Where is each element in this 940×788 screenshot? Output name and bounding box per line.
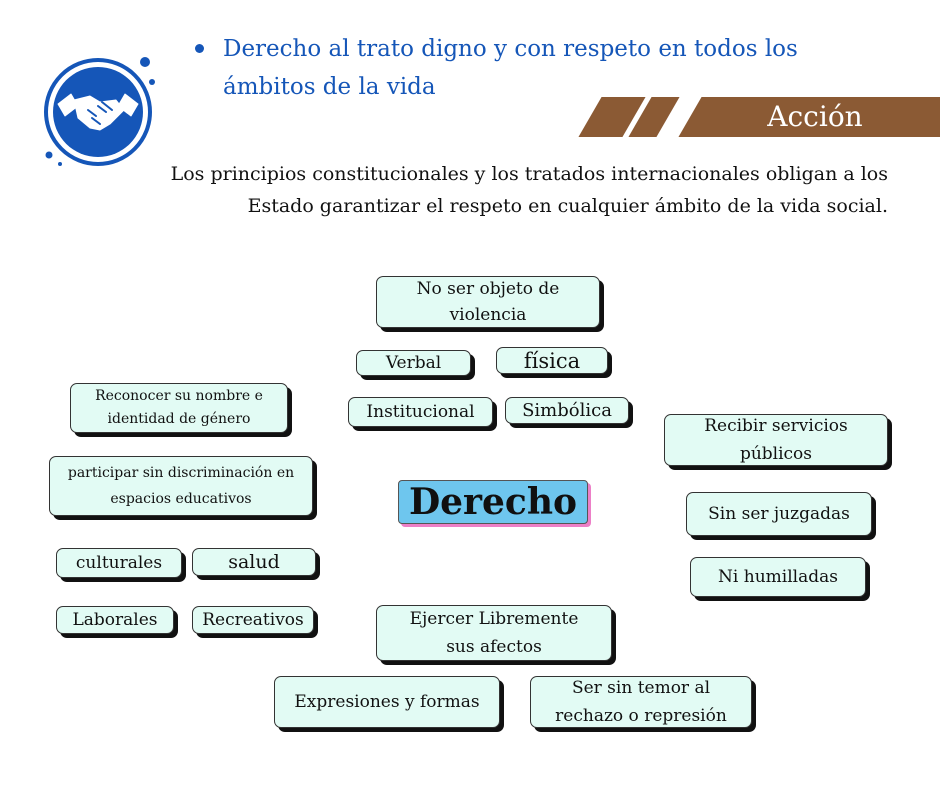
node-violencia: No ser objeto de violencia <box>376 276 600 328</box>
intro-paragraph: Los principios constitucionales y los tratados internacionales obligan a los Estado garantizar el respeto en cualquier ámbito de la vida social. <box>170 163 888 217</box>
node-recreativos: Recreativos <box>192 606 314 634</box>
node-expresiones: Expresiones y formas <box>274 676 500 728</box>
node-educativos: participar sin discriminación en espacios educativos <box>49 456 313 516</box>
node-afectos: Ejercer Libremente sus afectos <box>376 605 612 661</box>
node-verbal: Verbal <box>356 350 471 376</box>
banner-label: Acción <box>767 100 863 133</box>
center-node-derecho: Derecho <box>398 480 588 524</box>
node-salud: salud <box>192 548 316 576</box>
node-simbolica: Simbólica <box>505 397 629 424</box>
handshake-icon <box>38 50 158 170</box>
node-nombre: Reconocer su nombre e identidad de género <box>70 383 288 433</box>
node-humilladas: Ni humilladas <box>690 557 866 597</box>
node-servicios: Recibir servicios públicos <box>664 414 888 466</box>
handshake-logo <box>38 50 158 170</box>
bullet-dot <box>195 44 204 53</box>
node-institucional: Institucional <box>348 397 493 427</box>
node-juzgadas: Sin ser juzgadas <box>686 492 872 536</box>
node-temor: Ser sin temor al rechazo o represión <box>530 676 752 728</box>
node-culturales: culturales <box>56 548 182 578</box>
node-fisica: física <box>496 347 608 374</box>
bullet-text: Derecho al trato digno y con respeto en todos los ámbitos de la vida <box>223 36 798 100</box>
node-laborales: Laborales <box>56 606 174 634</box>
